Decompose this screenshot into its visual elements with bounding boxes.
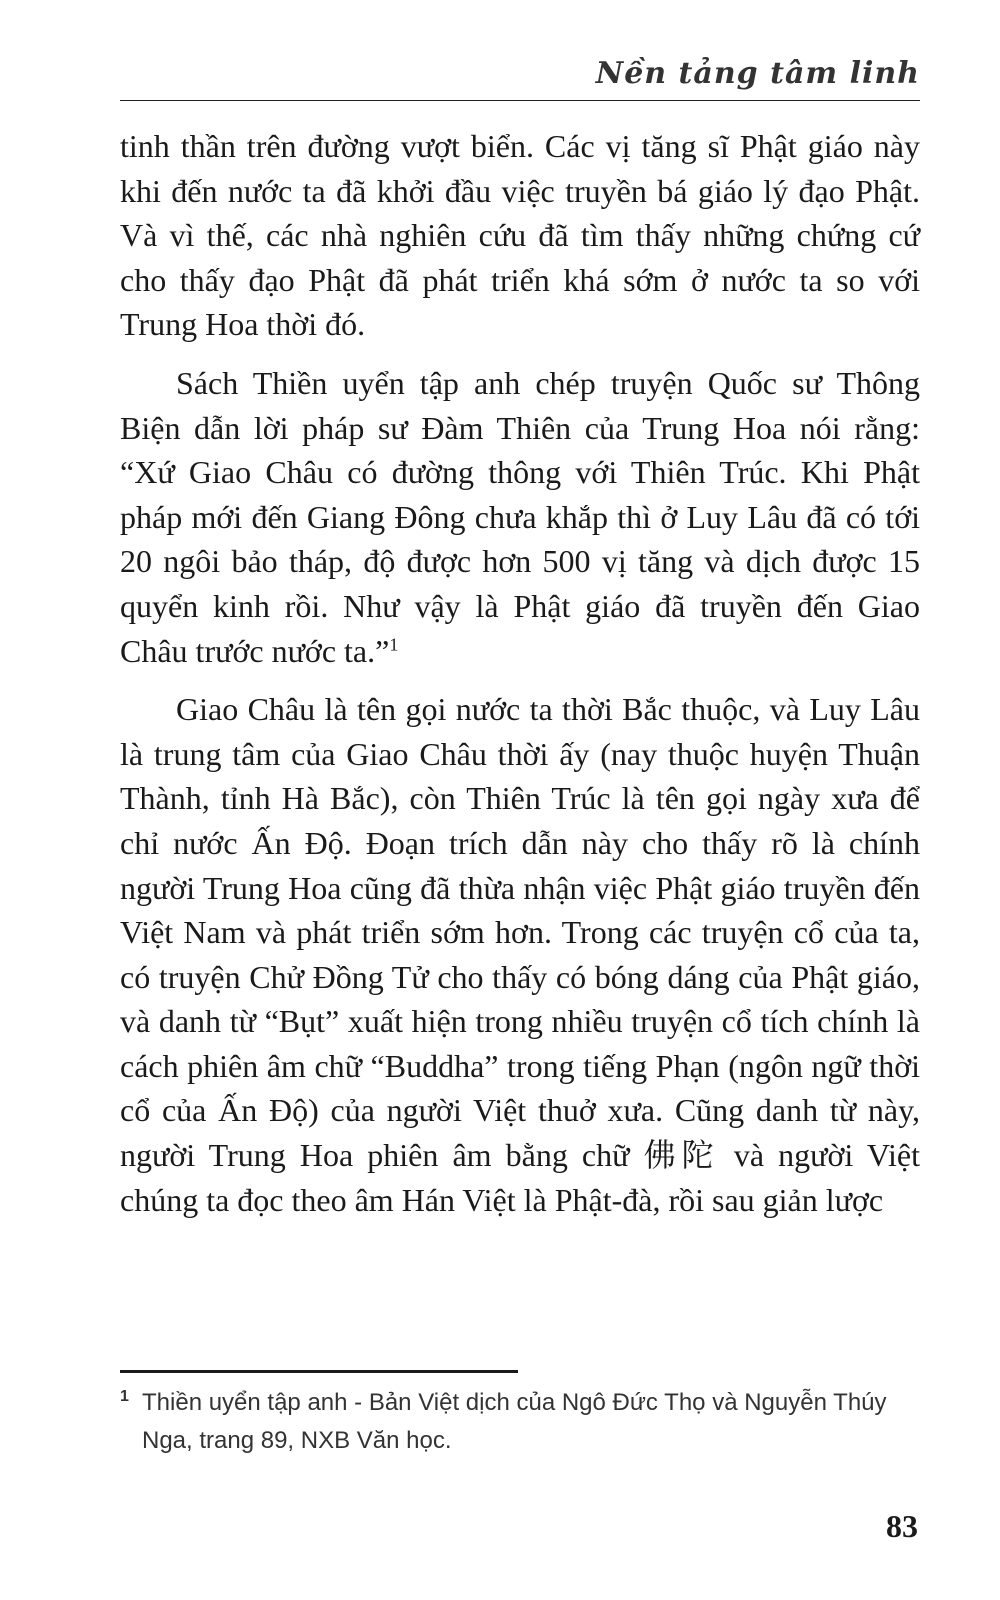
footnote [120, 1384, 920, 1460]
paragraph-2-text: Sách Thiền uyển tập anh chép truyện Quốc sư Thông Biện dẫn lời pháp sư Đàm Thiên của Trung Hoa nói rằng: “Xứ Giao Châu có đường thông với Thiên Trúc. Khi Phật pháp mới đến Giang Đông chưa khắp thì ở Luy Lâu đã có tới 20 ngôi bảo tháp, độ được hơn 500 vị tăng và dịch được 15 quyển kinh rồi. Như vậy là Phật giáo đã truyền đến Giao Châu trước nước ta.” [120, 364, 920, 669]
footnote-divider [120, 1370, 518, 1373]
footnote-text: Thiền uyển tập anh - Bản Việt dịch của Ngô Đức Thọ và Nguyễn Thúy Nga, trang 89, NXB Văn học. [142, 1389, 887, 1454]
running-header [120, 52, 920, 101]
paragraph-2 [120, 361, 920, 673]
body-text [120, 124, 920, 1236]
paragraph-3: Giao Châu là tên gọi nước ta thời Bắc thuộc, và Luy Lâu là trung tâm của Giao Châu thời ấy (nay thuộc huyện Thuận Thành, tỉnh Hà Bắc), còn Thiên Trúc là tên gọi ngày xưa để chỉ nước Ấn Độ. Đoạn trích dẫn này cho thấy rõ là chính người Trung Hoa cũng đã thừa nhận việc Phật giáo truyền đến Việt Nam và phát triển sớm hơn. Trong các truyện cổ của ta, có truyện Chử Đồng Tử cho thấy có bóng dáng của Phật giáo, và danh từ “Bụt” xuất hiện trong nhiều truyện cổ tích chính là cách phiên âm chữ “Buddha” trong tiếng Phạn (ngôn ngữ thời cổ của Ấn Độ) của người Việt thuở xưa. Cũng danh từ này, người Trung Hoa phiên âm bằng chữ 佛陀 và người Việt chúng ta đọc theo âm Hán Việt là Phật-đà, rồi sau giản lược [120, 691, 920, 1218]
paragraph-1: tinh thần trên đường vượt biển. Các vị tăng sĩ Phật giáo này khi đến nước ta đã khởi đầu việc truyền bá giáo lý đạo Phật. Và vì thế, các nhà nghiên cứu đã tìm thấy những chứng cứ cho thấy đạo Phật đã phát triển khá sớm ở nước ta so với Trung Hoa thời đó. [120, 128, 920, 343]
footnote-reference[interactable]: 1 [389, 633, 399, 654]
footnote-number: 1 [120, 1388, 129, 1405]
page-number: 83 [886, 1508, 918, 1544]
running-title: Nền tảng tâm linh [595, 56, 920, 91]
